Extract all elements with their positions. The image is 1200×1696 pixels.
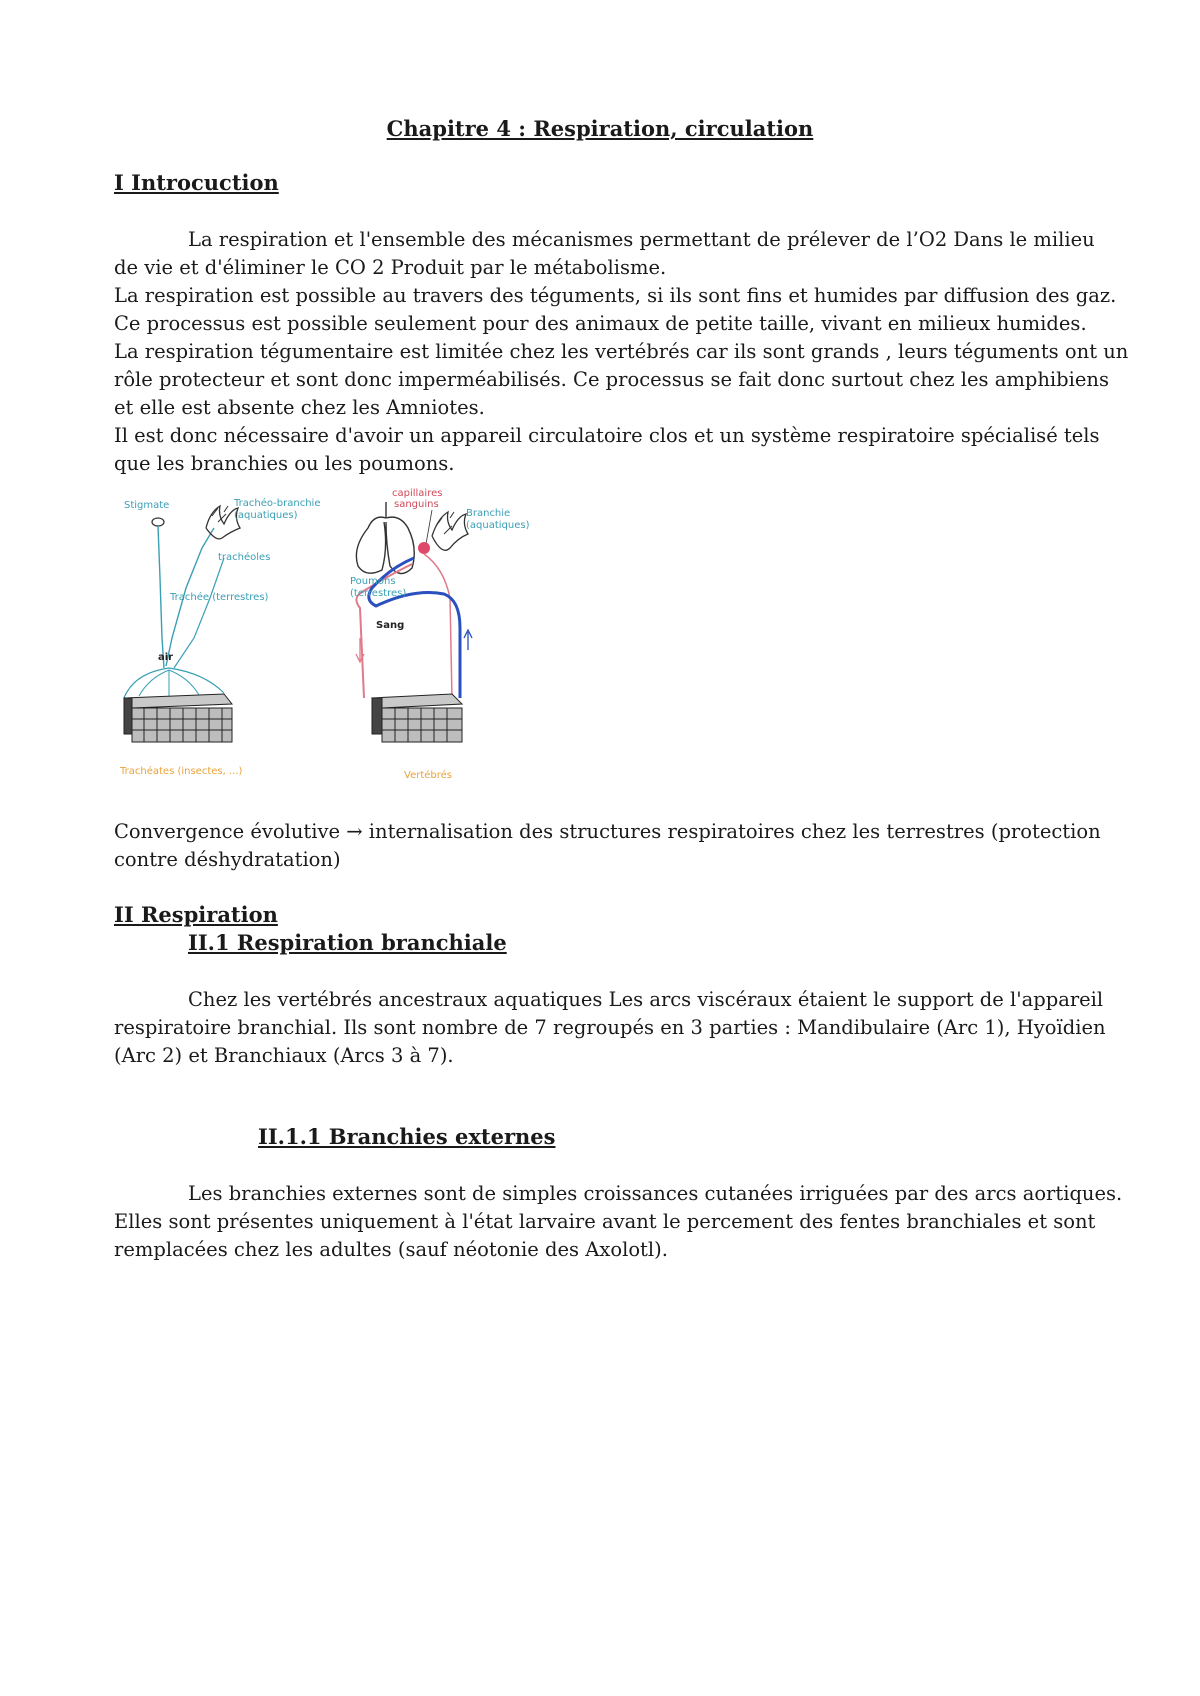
text-line: contre déshydratation)	[114, 848, 341, 871]
heart-icon	[418, 542, 430, 554]
section-heading-introduction: I Introcuction	[114, 170, 279, 195]
label-tracheoles: trachéoles	[218, 552, 271, 563]
label-sanguins: sanguins	[394, 499, 439, 510]
text-line: Chez les vertébrés ancestraux aquatiques Les arcs viscéraux étaient le support de l'appareil	[188, 988, 1104, 1011]
text-line: et elle est absente chez les Amniotes.	[114, 396, 485, 419]
label-tracheo-branchie: Trachéo-branchie	[234, 498, 321, 509]
text-line: Il est donc nécessaire d'avoir un appareil circulatoire clos et un système respiratoire spécialisé tels	[114, 424, 1100, 447]
vertebrate-diagram	[350, 488, 530, 781]
text-line: La respiration et l'ensemble des mécanismes permettant de prélever de l’O2 Dans le milieu	[188, 228, 1095, 251]
caption-tracheates: Trachéates (insectes, ...)	[120, 766, 243, 777]
text-line: Ce processus est possible seulement pour des animaux de petite taille, vivant en milieux humides.	[114, 312, 1087, 335]
label-branchie: Branchie	[466, 508, 511, 519]
stigmate-icon	[152, 518, 164, 526]
page-title: Chapitre 4 : Respiration, circulation	[386, 116, 814, 141]
text-line: Elles sont présentes uniquement à l'état larvaire avant le percement des fentes branchiales et sont	[114, 1210, 1096, 1233]
respiration-figure	[114, 488, 584, 788]
text-line: (Arc 2) et Branchiaux (Arcs 3 à 7).	[114, 1044, 454, 1067]
text-line: que les branchies ou les poumons.	[114, 452, 455, 475]
label-capillaires: capillaires	[392, 488, 443, 499]
trachea-diagram	[119, 497, 320, 777]
label-terrestres: (terrestres)	[350, 588, 407, 599]
respiration-diagram	[114, 488, 584, 788]
subsection-heading-branchiale: II.1 Respiration branchiale	[188, 930, 507, 955]
text-line: rôle protecteur et sont donc imperméabilisés. Ce processus se fait donc surtout chez les amphibiens	[114, 368, 1109, 391]
label-stigmate: Stigmate	[124, 500, 170, 511]
branchies-externes-paragraph	[114, 1180, 1123, 1264]
label-aquatiques: (aquatiques)	[234, 510, 298, 521]
label-poumons: Poumons	[350, 576, 396, 587]
convergence-paragraph	[114, 818, 1104, 874]
text-line: remplacées chez les adultes (sauf néotonie des Axolotl).	[114, 1238, 668, 1261]
label-branchie-aquatiques: (aquatiques)	[466, 520, 530, 531]
text-line: La respiration est possible au travers des téguments, si ils sont fins et humides par diffusion des gaz.	[114, 284, 1117, 307]
intro-paragraph	[114, 226, 1129, 478]
text-line: Convergence évolutive → internalisation des structures respiratoires chez les terrestres (protection	[114, 820, 1101, 843]
text-line: Les branchies externes sont de simples croissances cutanées irriguées par des arcs aortiques.	[188, 1182, 1123, 1205]
subsubsection-heading-branchies-externes: II.1.1 Branchies externes	[258, 1124, 556, 1149]
label-air: air	[158, 652, 174, 663]
tissue-block-right	[372, 694, 462, 742]
branchiale-paragraph	[114, 986, 1104, 1070]
tissue-block-left	[124, 694, 232, 742]
text-line: La respiration tégumentaire est limitée chez les vertébrés car ils sont grands , leurs téguments ont un	[114, 340, 1129, 363]
label-sang: Sang	[376, 620, 405, 631]
text-line: de vie et d'éliminer le CO 2 Produit par le métabolisme.	[114, 256, 667, 279]
caption-vertebres: Vertébrés	[404, 770, 453, 781]
section-heading-respiration: II Respiration	[114, 902, 278, 927]
label-trachee: Trachée (terrestres)	[170, 592, 269, 603]
text-line: respiratoire branchial. Ils sont nombre de 7 regroupés en 3 parties : Mandibulaire (Arc 1), Hyoïdien	[114, 1016, 1106, 1039]
